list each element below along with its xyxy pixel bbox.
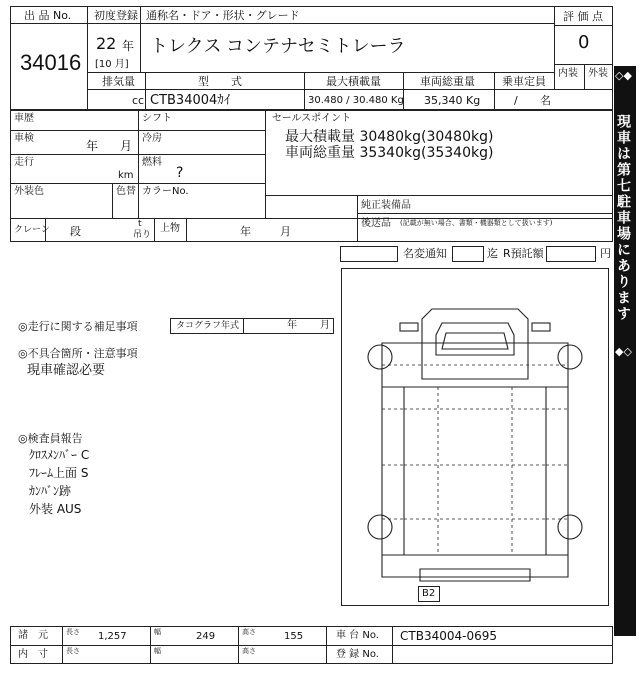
- history-label: 車歴: [14, 113, 34, 124]
- body-inner: [404, 387, 546, 555]
- sales-point-label: セールスポイント: [272, 113, 352, 124]
- interior-label: 内装: [558, 68, 578, 79]
- gross-weight-label: 車両総重量: [420, 75, 475, 88]
- crane-stage: 段: [70, 225, 81, 238]
- crane-ton: t: [138, 219, 142, 229]
- recycle-label: R預託額: [503, 247, 544, 260]
- first-reg-year: 22: [96, 34, 117, 53]
- height-value: 155: [284, 631, 304, 642]
- recycle-box: [546, 246, 596, 262]
- wheel-front-right: [558, 345, 582, 369]
- first-reg-divider: [140, 6, 141, 24]
- footer-col-5: [392, 626, 393, 664]
- sales-point-line2: 車両総重量 35340kg(35340kg): [285, 145, 494, 161]
- inspector-line-4: 外装 AUS: [29, 502, 82, 516]
- crane-col-c: [186, 218, 187, 242]
- in-length-label: 長さ: [66, 647, 80, 655]
- wheel-rear-right: [558, 515, 582, 539]
- max-load-value: 30.480 / 30.480 Kg: [308, 95, 404, 106]
- side-banner-bottom: ◆◇: [615, 345, 632, 358]
- wheel-rear-left: [368, 515, 392, 539]
- mileage-unit: km: [118, 170, 134, 181]
- spec-div-2: [304, 72, 305, 110]
- interior-dims-label: 内 寸: [18, 649, 48, 660]
- inspection-label: 車検: [14, 133, 34, 144]
- width-label: 幅: [154, 628, 161, 636]
- capacity-value: /: [514, 94, 518, 107]
- name-change-box: [340, 246, 398, 262]
- deposit-box: [452, 246, 484, 262]
- width-value: 249: [196, 631, 216, 642]
- loading-year: 年: [240, 225, 251, 238]
- inspection-year: 年: [86, 139, 99, 153]
- first-reg-year-unit: 年: [122, 39, 135, 53]
- inspector-line-2: ﾌﾚｰﾑ上面 S: [29, 466, 89, 480]
- name-change-label: 名変通知: [403, 247, 447, 260]
- in-height-label: 高さ: [242, 647, 256, 655]
- rating-value: 0: [578, 32, 590, 53]
- vehicle-diagram-frame: [341, 268, 609, 606]
- tacho-year: 年: [287, 320, 297, 331]
- cab-windshield: [442, 333, 508, 349]
- sales-point-line1: 最大積載量 30480kg(30480kg): [285, 129, 494, 145]
- model-value: CTB34004ｶｲ: [150, 93, 231, 108]
- exterior-label: 外装: [588, 68, 608, 79]
- length-value: 1,257: [98, 631, 127, 642]
- inspector-line-3: ｶﾝﾊﾞﾝ跡: [29, 484, 72, 498]
- after-items-label: 後送品: [361, 218, 391, 229]
- body-outline: [382, 343, 568, 577]
- footer-col-1: [62, 626, 63, 664]
- crane-label: クレーン: [14, 225, 50, 235]
- cab-roof: [436, 323, 514, 355]
- max-load-label: 最大積載量: [326, 75, 381, 88]
- defect-notes-value: 現車確認必要: [27, 363, 106, 378]
- crane-col-b: [154, 218, 155, 242]
- inspection-month: 月: [120, 139, 133, 153]
- mirror-right: [532, 323, 550, 331]
- chassis-label: 車 台 No.: [336, 630, 379, 641]
- dims-label: 諸 元: [18, 630, 48, 641]
- reg-label: 登 録 No.: [336, 649, 379, 660]
- height-label: 高さ: [242, 628, 256, 636]
- shift-label: シフト: [142, 113, 172, 124]
- color-code-label: カラーNo.: [142, 186, 189, 197]
- rear-bumper: [420, 569, 530, 581]
- aircon-label: 冷房: [142, 133, 162, 144]
- displacement-label: 排気量: [102, 75, 135, 88]
- diagram-marker: B2: [422, 588, 436, 599]
- inspector-report-label: ◎検査員報告: [18, 432, 83, 445]
- rating-sub-divider: [584, 64, 585, 90]
- inspector-line-1: ｸﾛｽﾒﾝﾊﾞｰ C: [29, 448, 90, 462]
- vehicle-diagram: [342, 269, 608, 605]
- chassis-value: CTB34004-0695: [400, 629, 497, 643]
- footer-col-2: [150, 626, 151, 664]
- lot-no: 34016: [20, 50, 82, 75]
- first-reg-month: [10 月]: [95, 59, 129, 70]
- model-label: 型 式: [198, 75, 242, 88]
- yen-label: 円: [600, 247, 611, 260]
- spec-label-row: [88, 72, 554, 90]
- loading-month: 月: [280, 225, 291, 238]
- mileage-label: 走行: [14, 157, 34, 168]
- car-name: トレクス: [150, 36, 222, 57]
- mirror-left: [400, 323, 418, 331]
- first-reg-label: 初度登録: [94, 9, 138, 22]
- equip-row-line: [357, 213, 613, 214]
- spec-div-4: [494, 72, 495, 110]
- genuine-equipment-label: 純正装備品: [361, 200, 411, 211]
- displacement-unit: cc: [132, 94, 145, 107]
- col-line-color: [112, 183, 113, 218]
- defect-notes-label: ◎不具合箇所・注意事項: [18, 347, 138, 360]
- footer-col-4: [326, 626, 327, 664]
- side-banner-top: ◇◆: [615, 69, 632, 82]
- footer-col-3: [238, 626, 239, 664]
- tacho-label: タコグラフ年式: [176, 321, 240, 331]
- crane-hang: 吊り: [133, 230, 152, 240]
- fuel-label: 燃料: [142, 157, 162, 168]
- loading-label: 上物: [160, 223, 180, 234]
- first-reg-bottom-divider: [140, 24, 141, 72]
- cab-outline: [422, 309, 528, 379]
- after-items-note: (記載が無い場合、書類・機器類として扱います): [400, 219, 553, 227]
- car-type: コンテナセミトレーラ: [226, 36, 406, 57]
- color-no-label: 色替: [116, 186, 136, 197]
- in-width-label: 幅: [154, 647, 161, 655]
- side-banner-text: 現車は第七駐車場にあります: [615, 114, 631, 322]
- spec-div-1: [145, 72, 146, 110]
- capacity-label: 乗車定員: [502, 75, 546, 88]
- rating-label: 評 価 点: [563, 10, 603, 23]
- tacho-divider: [243, 318, 244, 334]
- fuel-value: ?: [176, 165, 184, 181]
- color-label: 外装色: [14, 186, 44, 197]
- footer-row-line: [10, 645, 613, 646]
- col-line-mid: [138, 110, 139, 218]
- gross-weight-value: 35,340 Kg: [424, 94, 481, 107]
- deposit-label: 迄: [487, 247, 498, 260]
- equip-col-line: [357, 196, 358, 242]
- model-name-label: 通称名・ドア・形状・グレード: [146, 9, 300, 22]
- lot-no-label: 出 品 No.: [24, 9, 72, 22]
- length-label: 長さ: [66, 628, 80, 636]
- driving-notes-label: ◎走行に関する補足事項: [18, 320, 138, 333]
- capacity-unit: 名: [540, 94, 551, 107]
- tacho-month: 月: [320, 320, 330, 331]
